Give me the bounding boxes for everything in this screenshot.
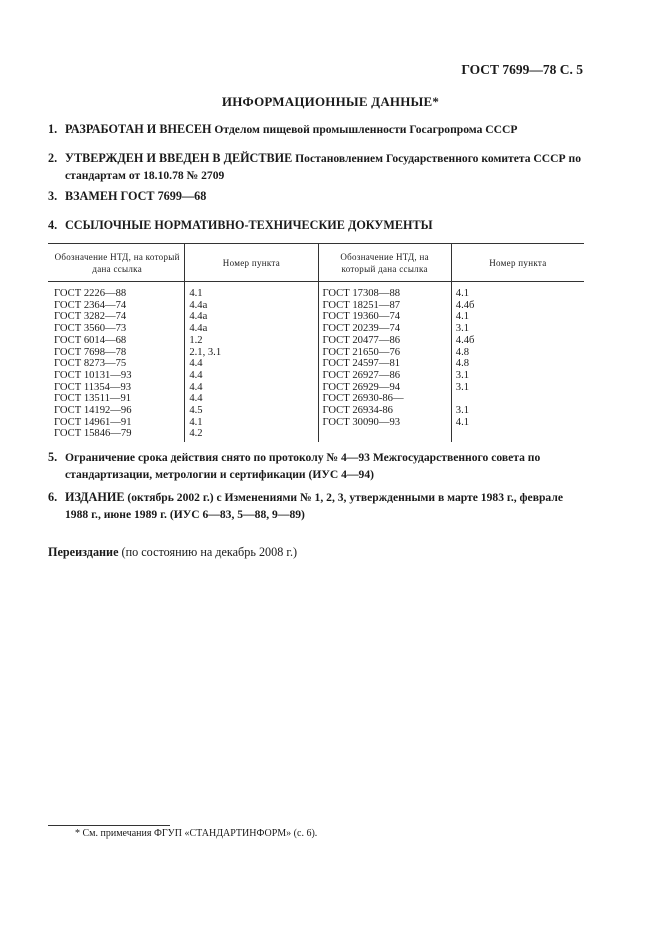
item-text: Ограничение срока действия снято по протоколу № 4—93 Межгосударственного совета по стандартизации, метрологии и сертификации (ИУС 4—94) (65, 451, 541, 481)
cell-doc: ГОСТ 11354—93 (54, 381, 132, 393)
cell-clause: 4.4б (451, 300, 584, 312)
item-lead: УТВЕРЖДЕН И ВВЕДЕН В ДЕЙСТВИЕ (65, 151, 293, 165)
cell-doc: ГОСТ 20477—86 (318, 335, 451, 347)
cell-clause: 4.1 (451, 417, 584, 429)
cell-doc: ГОСТ 3282—74 (54, 311, 127, 323)
table-row (48, 300, 584, 312)
table-row (48, 405, 584, 417)
item-text: Постановлением Государственного комитета СССР по стандартам от 18.10.78 № 2709 (65, 152, 582, 182)
table-row (48, 428, 584, 442)
cell-clause (451, 393, 584, 405)
table-row (48, 393, 584, 405)
info-item-3 (48, 188, 588, 204)
page-title: ИНФОРМАЦИОННЫЕ ДАННЫЕ* (221, 94, 440, 109)
cell-doc: ГОСТ 18251—87 (318, 300, 451, 312)
table-row (48, 347, 584, 359)
table-row (48, 358, 584, 370)
cell-doc: ГОСТ 21650—76 (318, 347, 451, 359)
cell-doc: ГОСТ 26927—86 (318, 370, 451, 382)
cell-clause: 2.1, 3.1 (185, 347, 318, 359)
cell-clause: 4.4а (185, 311, 318, 323)
item-number: 5. (48, 450, 58, 464)
cell-clause: 4.4 (185, 382, 318, 394)
cell-doc: ГОСТ 24597—81 (318, 358, 451, 370)
info-item-4 (48, 217, 588, 233)
cell-doc: ГОСТ 20239—74 (318, 323, 451, 335)
col-header-doc-1: Обозначение НТД, на который дана ссылка (48, 244, 185, 282)
footnote-divider (48, 825, 170, 826)
item-text: (октябрь 2002 г.) с Изменениями № 1, 2, 3, утвержденными в марте 1983 г., феврале 1988 г., июне 1989 г. (ИУС 6—83, 5—88, 9—89) (65, 491, 563, 521)
item-number: 6. (48, 490, 58, 504)
cell-doc (318, 428, 451, 442)
cell-clause: 3.1 (451, 323, 584, 335)
cell-doc: ГОСТ 15846—79 (54, 428, 132, 440)
table-header-row (48, 244, 584, 282)
info-item-2 (48, 150, 588, 184)
cell-doc: ГОСТ 17308—88 (318, 282, 451, 300)
cell-doc: ГОСТ 14192—96 (54, 405, 132, 417)
table-row (48, 335, 584, 347)
cell-clause: 4.8 (451, 358, 584, 370)
table-row (48, 311, 584, 323)
footnote: * См. примечания ФГУП «СТАНДАРТИНФОРМ» (с. 6). (75, 828, 318, 839)
cell-doc: ГОСТ 26934-86 (318, 405, 451, 417)
info-item-6 (48, 489, 588, 523)
col-header-doc-2: Обозначение НТД, на который дана ссылка (318, 244, 451, 282)
cell-clause: 4.1 (185, 417, 318, 429)
cell-clause: 4.4 (185, 393, 318, 405)
cell-doc: ГОСТ 26929—94 (318, 382, 451, 394)
col-header-clause-1: Номер пункта (185, 244, 318, 282)
reissue-lead: Переиздание (48, 545, 119, 559)
table-row (48, 382, 584, 394)
cell-doc: ГОСТ 30090—93 (318, 417, 451, 429)
item-number: 2. (48, 151, 58, 165)
cell-doc: ГОСТ 3560—73 (54, 323, 127, 335)
item-lead: ИЗДАНИЕ (65, 490, 125, 504)
cell-clause: 4.2 (185, 428, 318, 442)
reissue-text: (по состоянию на декабрь 2008 г.) (118, 545, 298, 559)
table-row (48, 370, 584, 382)
cell-doc: ГОСТ 14961—91 (54, 416, 132, 428)
table-row (48, 323, 584, 335)
cell-clause: 4.1 (451, 311, 584, 323)
item-number: 4. (48, 218, 58, 232)
page-header: ГОСТ 7699—78 С. 5 (461, 62, 583, 77)
cell-clause: 4.4а (185, 300, 318, 312)
reissue-note (48, 545, 297, 560)
cell-clause (451, 428, 584, 442)
cell-doc: ГОСТ 6014—68 (54, 334, 127, 346)
table-body (48, 282, 584, 443)
cell-doc: ГОСТ 19360—74 (318, 311, 451, 323)
info-item-1 (48, 121, 588, 138)
cell-doc: ГОСТ 10131—93 (54, 369, 132, 381)
col-header-clause-2: Номер пункта (451, 244, 584, 282)
cell-clause: 3.1 (451, 405, 584, 417)
cell-clause: 1.2 (185, 335, 318, 347)
references-table (48, 243, 584, 442)
item-text: Отделом пищевой промышленности Госагропрома СССР (211, 123, 518, 136)
cell-clause: 4.5 (185, 405, 318, 417)
table-row (48, 282, 584, 300)
info-item-5 (48, 449, 588, 483)
item-lead: ВЗАМЕН ГОСТ 7699—68 (65, 189, 207, 203)
cell-clause: 4.4а (185, 323, 318, 335)
cell-doc: ГОСТ 8273—75 (54, 358, 127, 370)
item-lead: РАЗРАБОТАН И ВНЕСЕН (65, 122, 212, 136)
item-number: 3. (48, 189, 58, 203)
cell-clause: 4.4 (185, 370, 318, 382)
cell-clause: 4.8 (451, 347, 584, 359)
cell-clause: 4.4б (451, 335, 584, 347)
cell-doc: ГОСТ 7698—78 (54, 346, 127, 358)
cell-clause: 4.4 (185, 358, 318, 370)
cell-clause: 4.1 (185, 282, 318, 300)
table-row (48, 417, 584, 429)
cell-doc: ГОСТ 2364—74 (54, 299, 127, 311)
item-number: 1. (48, 122, 58, 136)
cell-doc: ГОСТ 13511—91 (54, 393, 132, 405)
cell-clause: 4.1 (451, 282, 584, 300)
cell-doc: ГОСТ 2226—88 (54, 288, 127, 299)
cell-doc: ГОСТ 26930-86— (318, 393, 451, 405)
cell-clause: 3.1 (451, 382, 584, 394)
cell-clause: 3.1 (451, 370, 584, 382)
item-lead: ССЫЛОЧНЫЕ НОРМАТИВНО-ТЕХНИЧЕСКИЕ ДОКУМЕНТЫ (65, 218, 433, 232)
